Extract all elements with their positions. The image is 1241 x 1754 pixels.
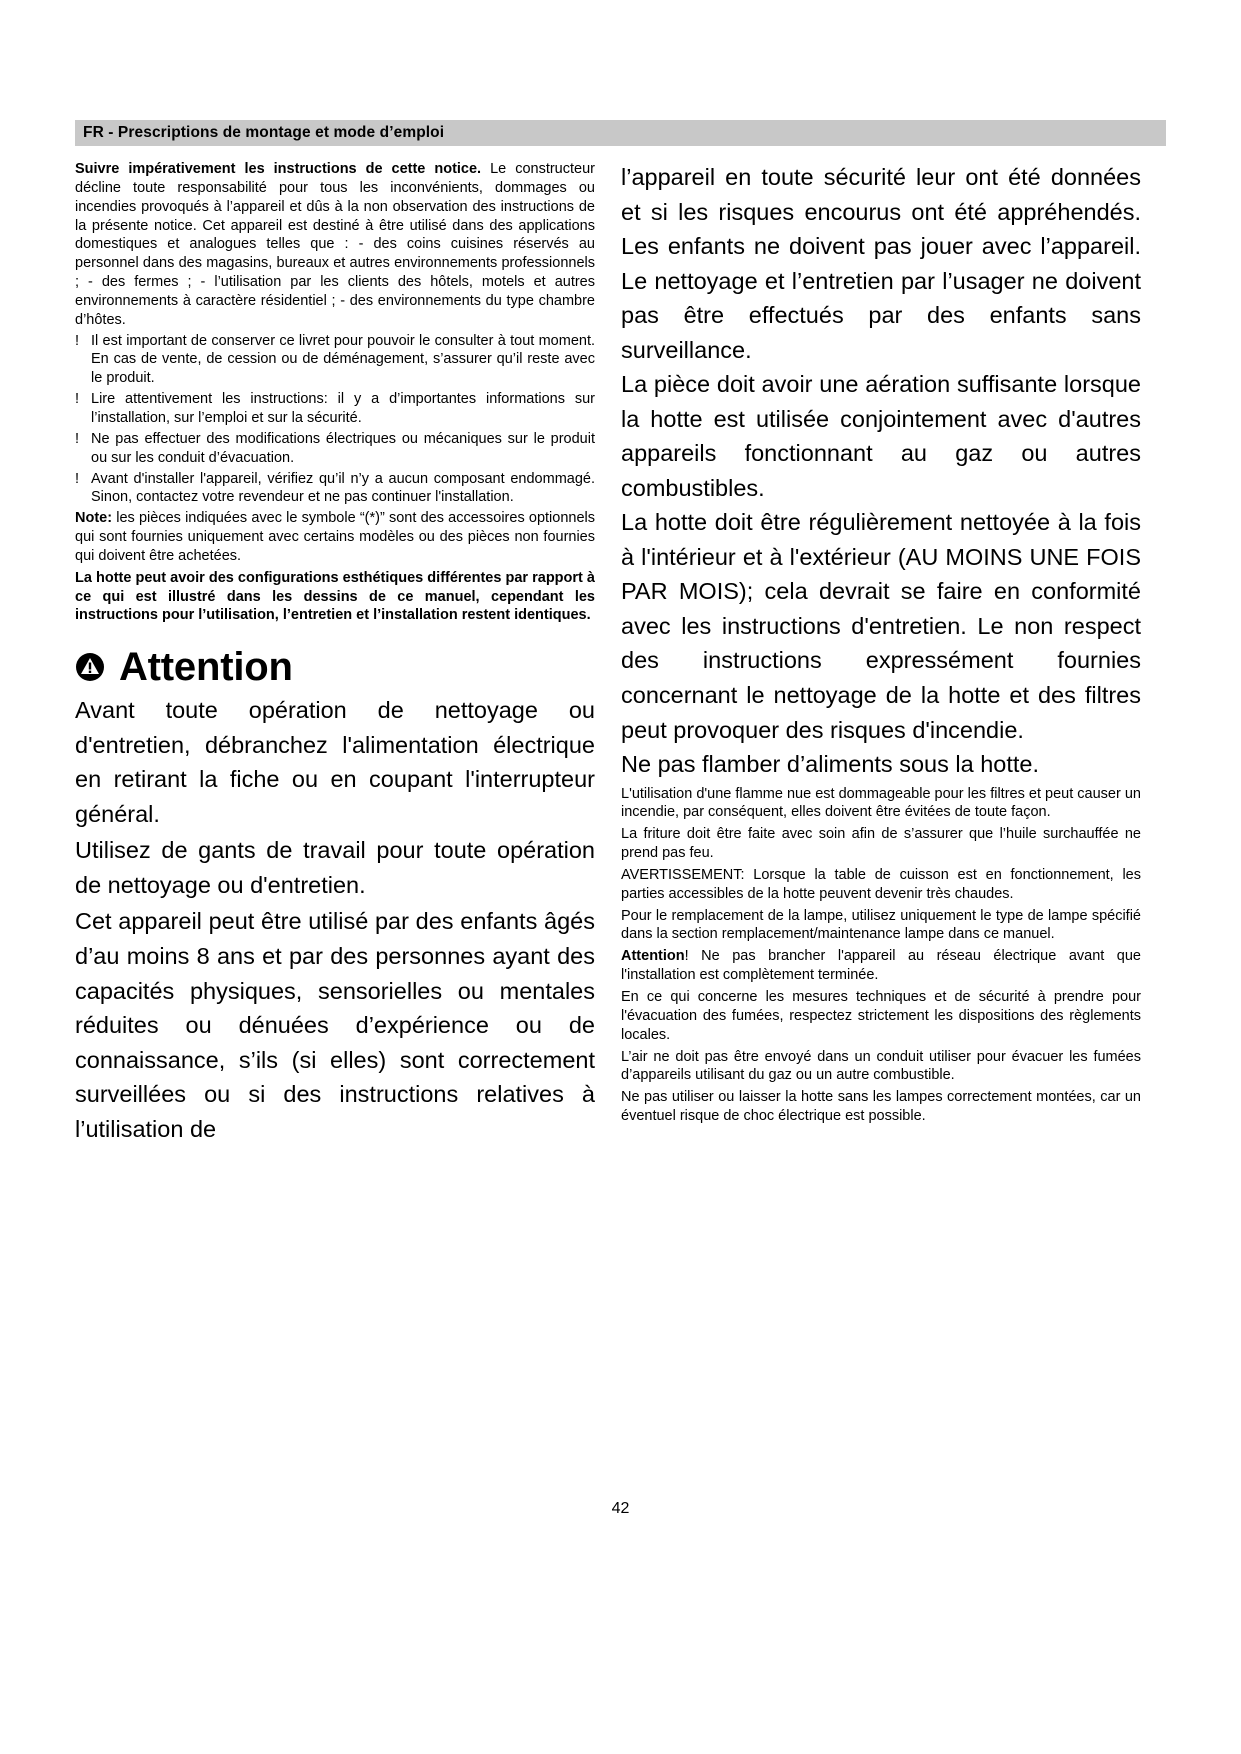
left-column <box>75 160 595 1148</box>
bullet-list <box>75 332 595 508</box>
two-column-body <box>75 160 1166 1148</box>
bullet-text: Lire attentivement les instructions: il y a d’importantes informations sur l’installation, sur l’emploi et sur la sécurité. <box>91 391 595 426</box>
bullet-text: Avant d'installer l'appareil, vérifiez qu’il n’y a aucun composant endommagé. Sinon, contactez votre revendeur et ne pas continuer l'installation. <box>91 470 595 506</box>
right-small-paragraph-6: L’air ne doit pas être envoyé dans un conduit utiliser pour évacuer les fumées d’appareils utilisant du gaz ou un autre combustible. <box>621 1048 1141 1084</box>
right-small-paragraph-2: La friture doit être faite avec soin afin de s’assurer que l’huile surchauffée ne prend pas feu. <box>621 826 1141 862</box>
right-small-paragraph-7: Ne pas utiliser ou laisser la hotte sans les lampes correctement montées, car un éventuel risque de choc électrique est possible. <box>621 1089 1141 1125</box>
list-item <box>75 332 595 389</box>
attention-heading <box>75 645 595 690</box>
right-attention-paragraph <box>621 947 1141 985</box>
page-number: 42 <box>611 1500 630 1517</box>
right-column <box>621 160 1141 1126</box>
attention-paragraph-3: Cet appareil peut être utilisé par des enfants âgés d’au moins 8 ans et par des personnes ayant des capacités physiques, sensorielles ou mentales réduites ou dénuées d’expérience ou de connaissance, s’ils (si elles) sont correctement surveillées ou si des instructions relatives à l’utilisation de <box>75 908 595 1142</box>
list-item <box>75 430 595 468</box>
right-small-paragraph-5: En ce qui concerne les mesures techniques et de sécurité à prendre pour l'évacuation des fumées, respectez strictement les dispositions des règlements locales. <box>621 989 1141 1043</box>
attention-paragraph-2: Utilisez de gants de travail pour toute opération de nettoyage ou d'entretien. <box>75 837 595 898</box>
intro-paragraph <box>75 160 595 330</box>
right-small-paragraph-3: AVERTISSEMENT: Lorsque la table de cuisson est en fonctionnement, les parties accessibles de la hotte peuvent devenir très chaudes. <box>621 866 1141 902</box>
bullet-mark: ! <box>75 470 80 487</box>
intro-lead-rest: Le constructeur décline toute responsabilité pour tous les inconvénients, dommages ou incendies provoqués à l’appareil et dûs à la non observation des instructions de la présente notice. Cet appareil est destiné à être utilisé dans des applications domestiques et analogues telles que : - des coins cuisines réservés au personnel dans des magasins, bureaux et autres environnements professionnels ; - des fermes ; - l’utilisation par les clients des hôtels, motels et autres environnements à caractère résidentiel ; - des environnements du type chambre d’hôtes. <box>75 161 595 328</box>
right-paragraph-3: La hotte doit être régulièrement nettoyée à la fois à l'intérieur et à l'extérieur (AU MOINS UNE FOIS PAR MOIS); cela devrait se faire en conformité avec les instructions d'entretien. Le non respect des instructions expressément fournies concernant le nettoyage de la hotte et des filtres peut provoquer des risques d'incendie. <box>621 509 1141 743</box>
section-header-bar <box>75 120 1166 146</box>
right-paragraph-2: La pièce doit avoir une aération suffisante lorsque la hotte est utilisée conjointement avec d'autres appareils fonctionnant au gaz ou autres combustibles. <box>621 371 1141 501</box>
right-attention-text: ! Ne pas brancher l'appareil au réseau électrique avant que l'installation est complètement terminée. <box>621 948 1141 984</box>
bullet-text: Il est important de conserver ce livret pour pouvoir le consulter à tout moment. En cas de vente, de cession ou de déménagement, s’assurer qu’il reste avec le produit. <box>91 332 595 387</box>
attention-title: Attention <box>119 645 293 690</box>
warning-triangle-icon <box>75 652 105 682</box>
bullet-mark: ! <box>75 332 80 349</box>
right-attention-label: Attention <box>621 948 685 965</box>
intro-lead-bold: Suivre impérativement les instructions de cette notice. <box>75 161 482 177</box>
right-paragraph-1: l’appareil en toute sécurité leur ont été données et si les risques encourus ont été appréhendés. Les enfants ne doivent pas jouer avec l’appareil. Le nettoyage et l’entretien par l’usager ne doivent pas être effectués par des enfants sans surveillance. <box>621 164 1141 363</box>
configuration-notice: La hotte peut avoir des configurations esthétiques différentes par rapport à ce qui est illustré dans les dessins de ce manuel, cependant les instructions pour l’utilisation, l’entretien et l’installation restent identiques. <box>75 569 595 624</box>
list-item <box>75 470 595 508</box>
note-paragraph <box>75 509 595 566</box>
bullet-mark: ! <box>75 391 80 408</box>
bullet-mark: ! <box>75 430 80 447</box>
section-header-title: FR - Prescriptions de montage et mode d’emploi <box>83 124 445 141</box>
note-text: les pièces indiquées avec le symbole “(*)” sont des accessoires optionnels qui sont fournies uniquement avec certains modèles ou des pièces non fournies qui doivent être achetées. <box>75 510 595 564</box>
right-small-paragraph-1: L'utilisation d'une flamme nue est dommageable pour les filtres et peut causer un incendie, par conséquent, elles doivent être évitées de toute façon. <box>621 785 1141 821</box>
note-label: Note: <box>75 510 113 527</box>
attention-paragraph-1: Avant toute opération de nettoyage ou d'entretien, débranchez l'alimentation électrique en retirant la fiche ou en coupant l'interrupteur général. <box>75 697 595 827</box>
flame-warning-line: Ne pas flamber d’aliments sous la hotte. <box>621 751 1039 778</box>
right-small-paragraph-4: Pour le remplacement de la lampe, utilisez uniquement le type de lampe spécifié dans la section remplacement/maintenance lampe dans ce manuel. <box>621 907 1141 943</box>
list-item <box>75 390 595 428</box>
bullet-text: Ne pas effectuer des modifications électriques ou mécaniques sur le produit ou sur les conduit d’évacuation. <box>91 430 595 466</box>
